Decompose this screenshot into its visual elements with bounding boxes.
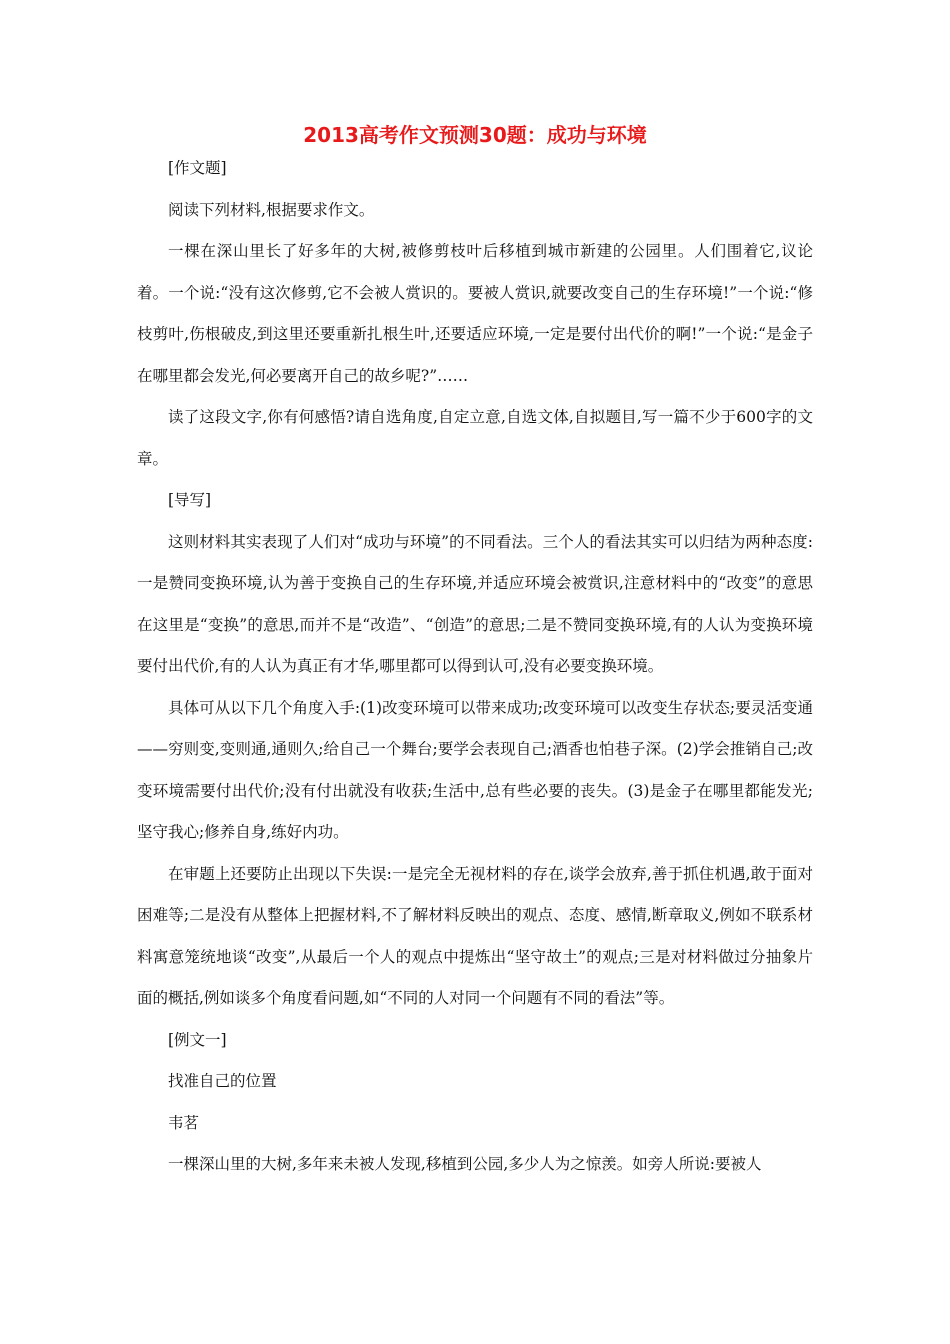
section-label-guide: [导写]	[168, 491, 212, 509]
instruction-paragraph: 阅读下列材料,根据要求作文。	[168, 200, 375, 219]
requirement-paragraph: 读了这段文字,你有何感悟?请自选角度,自定立意,自选文体,自拟题目,写一篇不少于600字的文章。	[137, 408, 813, 468]
guide-paragraph-3: 在审题上还要防止出现以下失误:一是完全无视材料的存在,谈学会放弃,善于抓住机遇,敢于面对困难等;二是没有从整体上把握材料,不了解材料反映出的观点、态度、感情,断章取义,例如不联系材料寓意笼统地谈“改变”,从最后一个人的观点中提炼出“坚守故土”的观点;三是对材料做过分抽象片面的概括,例如谈多个角度看问题,如“不同的人对同一个问题有不同的看法”等。	[137, 864, 813, 1007]
guide-paragraph-2: 具体可从以下几个角度入手:(1)改变环境可以带来成功;改变环境可以改变生存状态;要灵活变通——穷则变,变则通,通则久;给自己一个舞台;要学会表现自己;酒香也怕巷子深。(2)学会推销自己;改变环境需要付出代价;没有付出就没有收获;生活中,总有些必要的丧失。(3)是金子在哪里都能发光;坚守我心;修养自身,练好内功。	[137, 698, 813, 841]
document-title: 2013高考作文预测30题：成功与环境	[303, 123, 647, 147]
example-title: 找准自己的位置	[168, 1072, 277, 1090]
section-label-prompt: [作文题]	[168, 159, 227, 177]
example-author: 韦茗	[168, 1113, 200, 1132]
section-label-example: [例文一]	[168, 1030, 227, 1049]
guide-paragraph-1: 这则材料其实表现了人们对“成功与环境”的不同看法。三个人的看法其实可以归结为两种态度:一是赞同变换环境,认为善于变换自己的生存环境,并适应环境会被赏识,注意材料中的“改变”的意思在这里是“变换”的意思,而并不是“改造”、“创造”的意思;二是不赞同变换环境,有的人认为变换环境要付出代价,有的人认为真正有才华,哪里都可以得到认可,没有必要变换环境。	[137, 532, 813, 675]
material-paragraph: 一棵在深山里长了好多年的大树,被修剪枝叶后移植到城市新建的公园里。人们围着它,议论着。一个说:“没有这次修剪,它不会被人赏识的。要被人赏识,就要改变自己的生存环境!”一个说:“修枝剪叶,伤根破皮,到这里还要重新扎根生叶,还要适应环境,一定是要付出代价的啊!”一个说:“是金子在哪里都会发光,何必要离开自己的故乡呢?”……	[137, 242, 813, 385]
document-body	[137, 148, 813, 1186]
example-paragraph-1: 一棵深山里的大树,多年来未被人发现,移植到公园,多少人为之惊羡。如旁人所说:要被人	[168, 1155, 762, 1173]
